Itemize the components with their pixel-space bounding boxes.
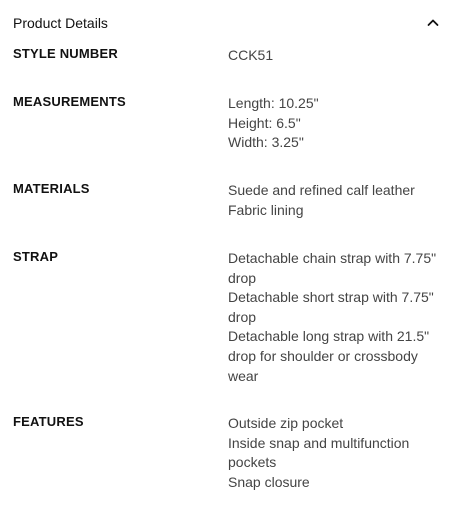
chevron-up-icon[interactable]	[425, 15, 441, 29]
detail-value	[228, 46, 450, 66]
detail-label: STYLE NUMBER	[13, 46, 118, 61]
detail-value-line: CCK51	[228, 47, 274, 63]
product-details-toggle[interactable]	[0, 0, 472, 44]
detail-value-line: Detachable short strap with 7.75" drop	[228, 289, 434, 325]
detail-value-line: Snap closure	[228, 473, 310, 490]
detail-label: MEASUREMENTS	[13, 94, 126, 109]
detail-value-line: Fabric lining	[228, 201, 304, 218]
panel-title: Product Details	[13, 15, 108, 31]
detail-label: STRAP	[13, 249, 59, 264]
detail-value-line: Detachable long strap with 21.5" drop for shoulder or crossbody wear	[228, 328, 430, 384]
detail-value-line: Height: 6.5"	[228, 114, 301, 131]
detail-value-line: Width: 3.25"	[228, 134, 304, 151]
detail-value-line: Detachable chain strap with 7.75" drop	[228, 250, 437, 286]
detail-value	[228, 94, 450, 153]
detail-label: MATERIALS	[13, 181, 90, 196]
detail-value-line: Outside zip pocket	[228, 415, 344, 431]
detail-value	[228, 249, 450, 386]
detail-value	[228, 181, 450, 220]
detail-label: FEATURES	[13, 414, 84, 429]
detail-value-line: Suede and refined calf leather	[228, 182, 415, 198]
detail-value-line: Length: 10.25"	[228, 95, 319, 111]
detail-value	[228, 414, 450, 492]
detail-value-line: Inside snap and multifunction pockets	[228, 434, 410, 471]
